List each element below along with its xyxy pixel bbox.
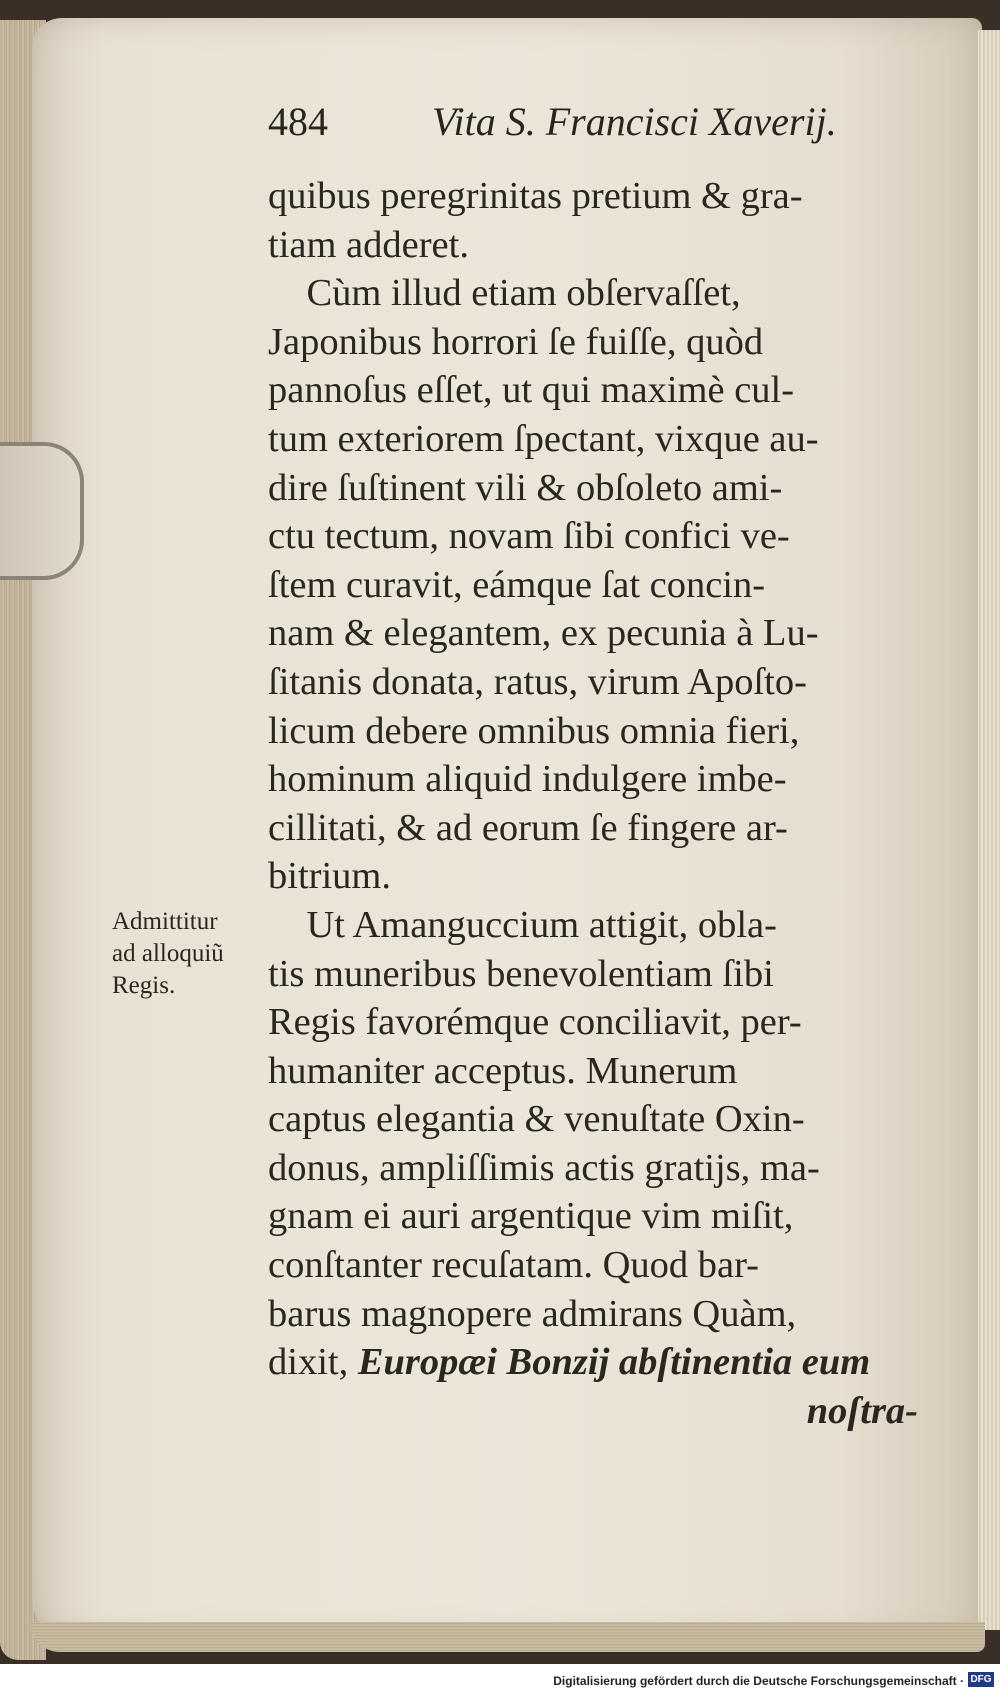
running-title: Vita S. Francisci Xaverij.	[432, 99, 837, 144]
text-line: ctu tectum, novam ſibi confici ve-	[268, 515, 790, 558]
text-line: barus magnopere admirans Quàm,	[268, 1292, 797, 1335]
text-line-italic	[268, 1338, 918, 1387]
marginal-note	[112, 906, 224, 1002]
page-number: 484	[268, 99, 328, 144]
text-line: bitrium.	[268, 855, 391, 898]
text-line: captus elegantia & venuſtate Oxin-	[268, 1098, 805, 1141]
text-line: dire ſuſtinent vili & obſoleto ami-	[268, 466, 783, 509]
text-line: tiam adderet.	[268, 223, 469, 266]
text-line: licum debere omnibus omnia fieri,	[268, 709, 800, 752]
text-line: humaniter acceptus. Munerum	[268, 1049, 738, 1092]
text-line: pannoſus eſſet, ut qui maximè cul-	[268, 369, 795, 412]
text-line: cillitati, & ad eorum ſe fingere ar-	[268, 806, 788, 849]
text-line: Ut Amanguccium attigit, obla-	[268, 903, 777, 946]
marginal-note-line: ad alloquiũ	[112, 940, 224, 967]
text-line: hominum aliquid indulgere imbe-	[268, 758, 787, 801]
text-line: nam & elegantem, ex pecunia à Lu-	[268, 612, 819, 655]
text-line: Japonibus horrori ſe fuiſſe, quòd	[268, 320, 764, 363]
text-line: Cùm illud etiam obſervaſſet,	[268, 272, 741, 315]
body-text	[268, 172, 918, 1435]
text-line: ſtem curavit, eámque ſat concin-	[268, 563, 766, 606]
text-line: tum exteriorem ſpectant, vixque au-	[268, 417, 819, 460]
funding-credit: Digitalisierung gefördert durch die Deutsche Forschungsgemeinschaft ·	[553, 1674, 964, 1688]
marginal-note-line: Admittitur	[112, 908, 218, 935]
text-line: Regis favorémque conciliavit, per-	[268, 1001, 802, 1044]
italic-line-quote: Europæi Bonzij abſtinentia eum	[357, 1341, 871, 1384]
page-clip	[0, 442, 84, 580]
bottom-page-edges	[30, 1622, 985, 1652]
catchword: noſtra-	[806, 1389, 918, 1432]
text-line: ſitanis donata, ratus, virum Apoſto-	[268, 660, 807, 703]
text-line: quibus peregrinitas pretium & gra-	[268, 175, 803, 217]
marginal-note-line: Regis.	[112, 972, 176, 999]
right-page-edges	[978, 30, 1000, 1630]
text-line: gnam ei auri argentique vim miſit,	[268, 1195, 794, 1238]
text-line: donus, ampliſſimis actis gratijs, ma-	[268, 1146, 820, 1189]
text-line: conſtanter recuſatam. Quod bar-	[268, 1244, 759, 1287]
dfg-logo: DFG	[968, 1672, 994, 1687]
italic-line-lead: dixit,	[268, 1341, 349, 1384]
text-line: tis muneribus benevolentiam ſibi	[268, 952, 774, 995]
